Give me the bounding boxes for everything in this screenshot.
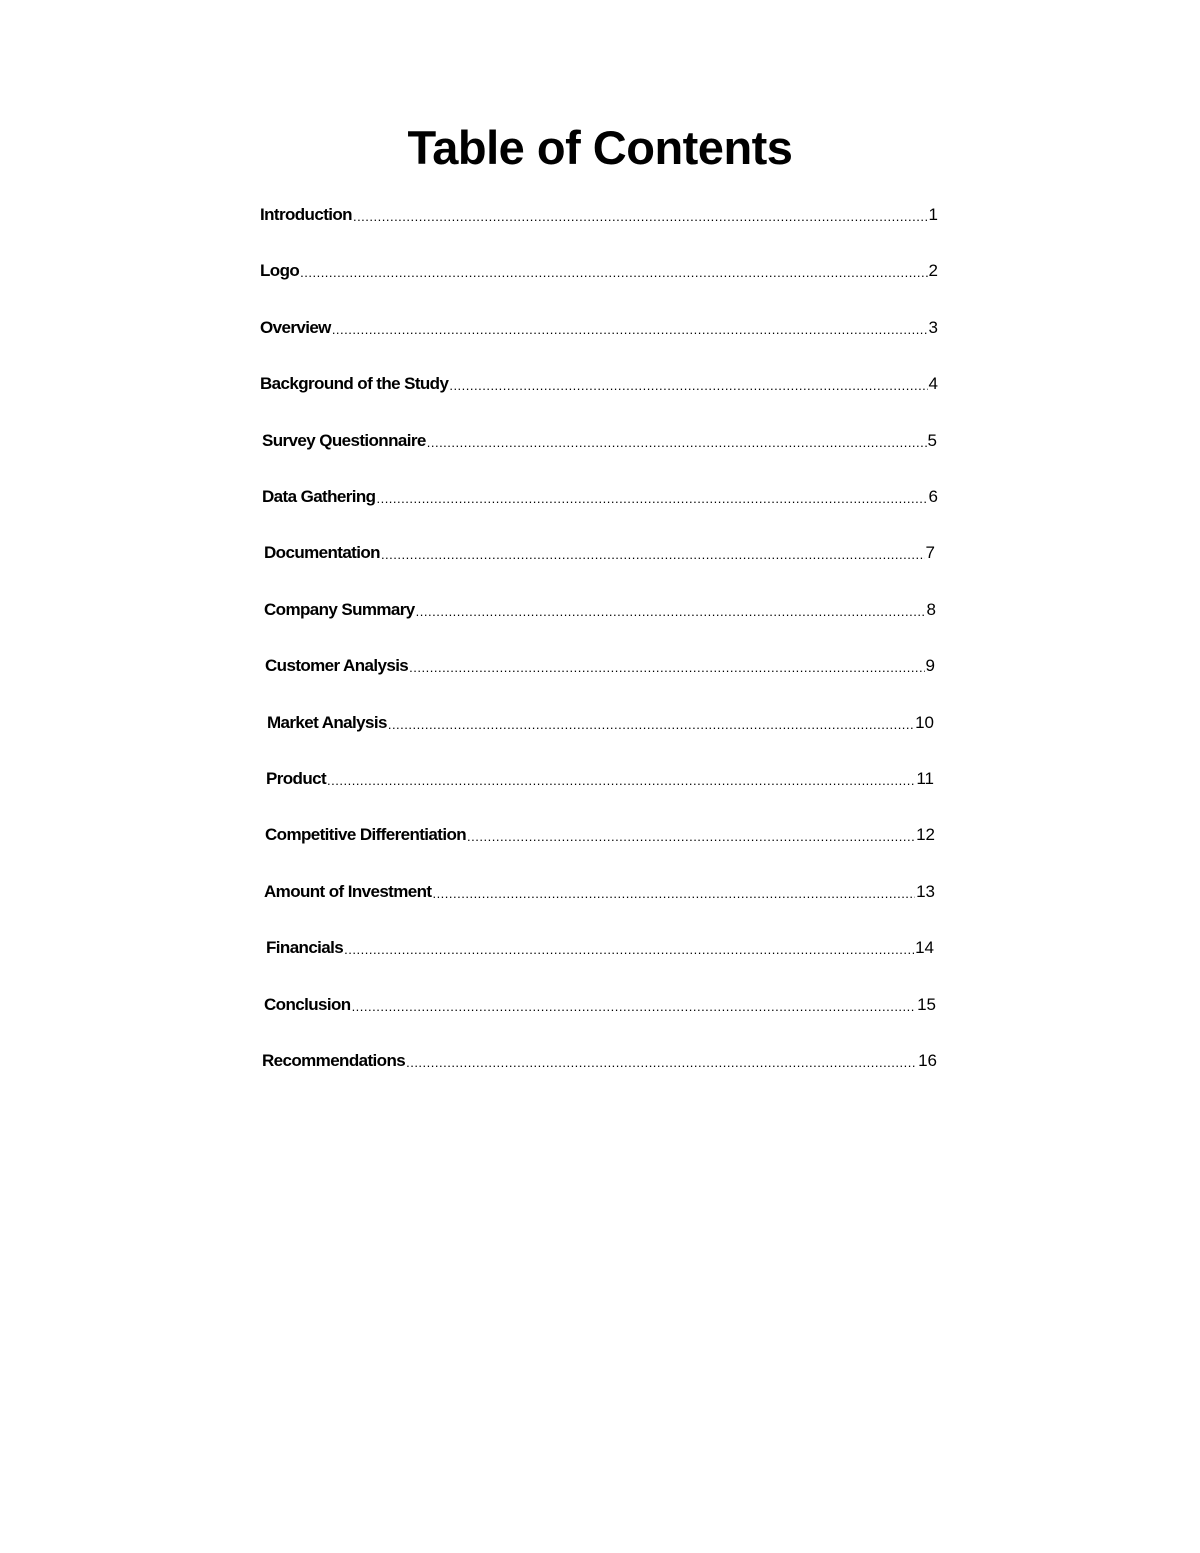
toc-dot-leader [416,602,926,621]
toc-entry-label: Documentation [264,543,380,562]
toc-entry-page-number: 13 [916,882,935,901]
toc-dot-leader [327,771,915,790]
toc-entry[interactable] [262,1048,937,1072]
toc-entry-page-number: 11 [916,769,934,788]
toc-entry-page-number: 9 [925,656,935,675]
toc-dot-leader [409,658,924,677]
toc-dot-leader [376,489,927,508]
toc-entry[interactable] [264,879,935,903]
toc-dot-leader [300,263,927,282]
toc-entry-page-number: 4 [928,374,938,393]
toc-entry-label: Overview [260,318,331,337]
toc-dot-leader [388,715,914,734]
toc-entry[interactable] [266,766,934,790]
toc-entry[interactable] [262,484,938,508]
toc-entry-page-number: 3 [928,318,938,337]
toc-dot-leader [427,433,927,452]
toc-entry[interactable] [267,710,934,734]
toc-entry-page-number: 1 [928,205,938,224]
toc-entry-page-number: 16 [918,1051,937,1070]
toc-entry-page-number: 8 [926,600,936,619]
toc-dot-leader [344,940,914,959]
toc-entry-page-number: 7 [925,543,935,562]
toc-entry[interactable] [260,258,938,282]
toc-entry-page-number: 2 [928,261,938,280]
toc-entry-label: Survey Questionnaire [262,431,426,450]
toc-entry-label: Product [266,769,327,788]
toc-entry-label: Financials [266,938,344,957]
toc-entry[interactable] [260,202,938,226]
toc-entry-label: Company Summary [264,600,415,619]
toc-entry[interactable] [260,315,938,339]
toc-entry-label: Recommendations [262,1051,406,1070]
toc-entry[interactable] [264,597,936,621]
toc-entry-page-number: 14 [915,938,934,957]
toc-dot-leader [467,827,915,846]
toc-entry-label: Amount of Investment [264,882,432,901]
toc-entry-label: Market Analysis [267,713,387,732]
toc-entry-label: Competitive Differentiation [265,825,467,844]
toc-entry-page-number: 5 [927,431,937,450]
toc-entry[interactable] [264,992,936,1016]
toc-entry-label: Conclusion [264,995,351,1014]
toc-dot-leader [432,884,915,903]
page-title: Table of Contents [407,121,793,174]
toc-entry[interactable] [260,371,938,395]
toc-dot-leader [332,320,928,339]
toc-entry-page-number: 12 [916,825,935,844]
toc-dot-leader [406,1053,917,1072]
toc-entry-label: Data Gathering [262,487,376,506]
toc-dot-leader [449,376,927,395]
toc-entry[interactable] [264,540,935,564]
toc-entry[interactable] [262,428,937,452]
toc-entry-label: Introduction [260,205,352,224]
toc-entry-label: Logo [260,261,300,280]
toc-entry-page-number: 6 [928,487,938,506]
toc-entry-page-number: 10 [915,713,934,732]
toc-entry[interactable] [265,822,935,846]
toc-entry-label: Customer Analysis [265,656,409,675]
toc-entry[interactable] [265,653,935,677]
toc-dot-leader [381,545,925,564]
toc-dot-leader [352,997,917,1016]
toc-entry-page-number: 15 [917,995,936,1014]
toc-entry[interactable] [266,935,934,959]
toc-entry-label: Background of the Study [260,374,449,393]
toc-dot-leader [353,207,928,226]
